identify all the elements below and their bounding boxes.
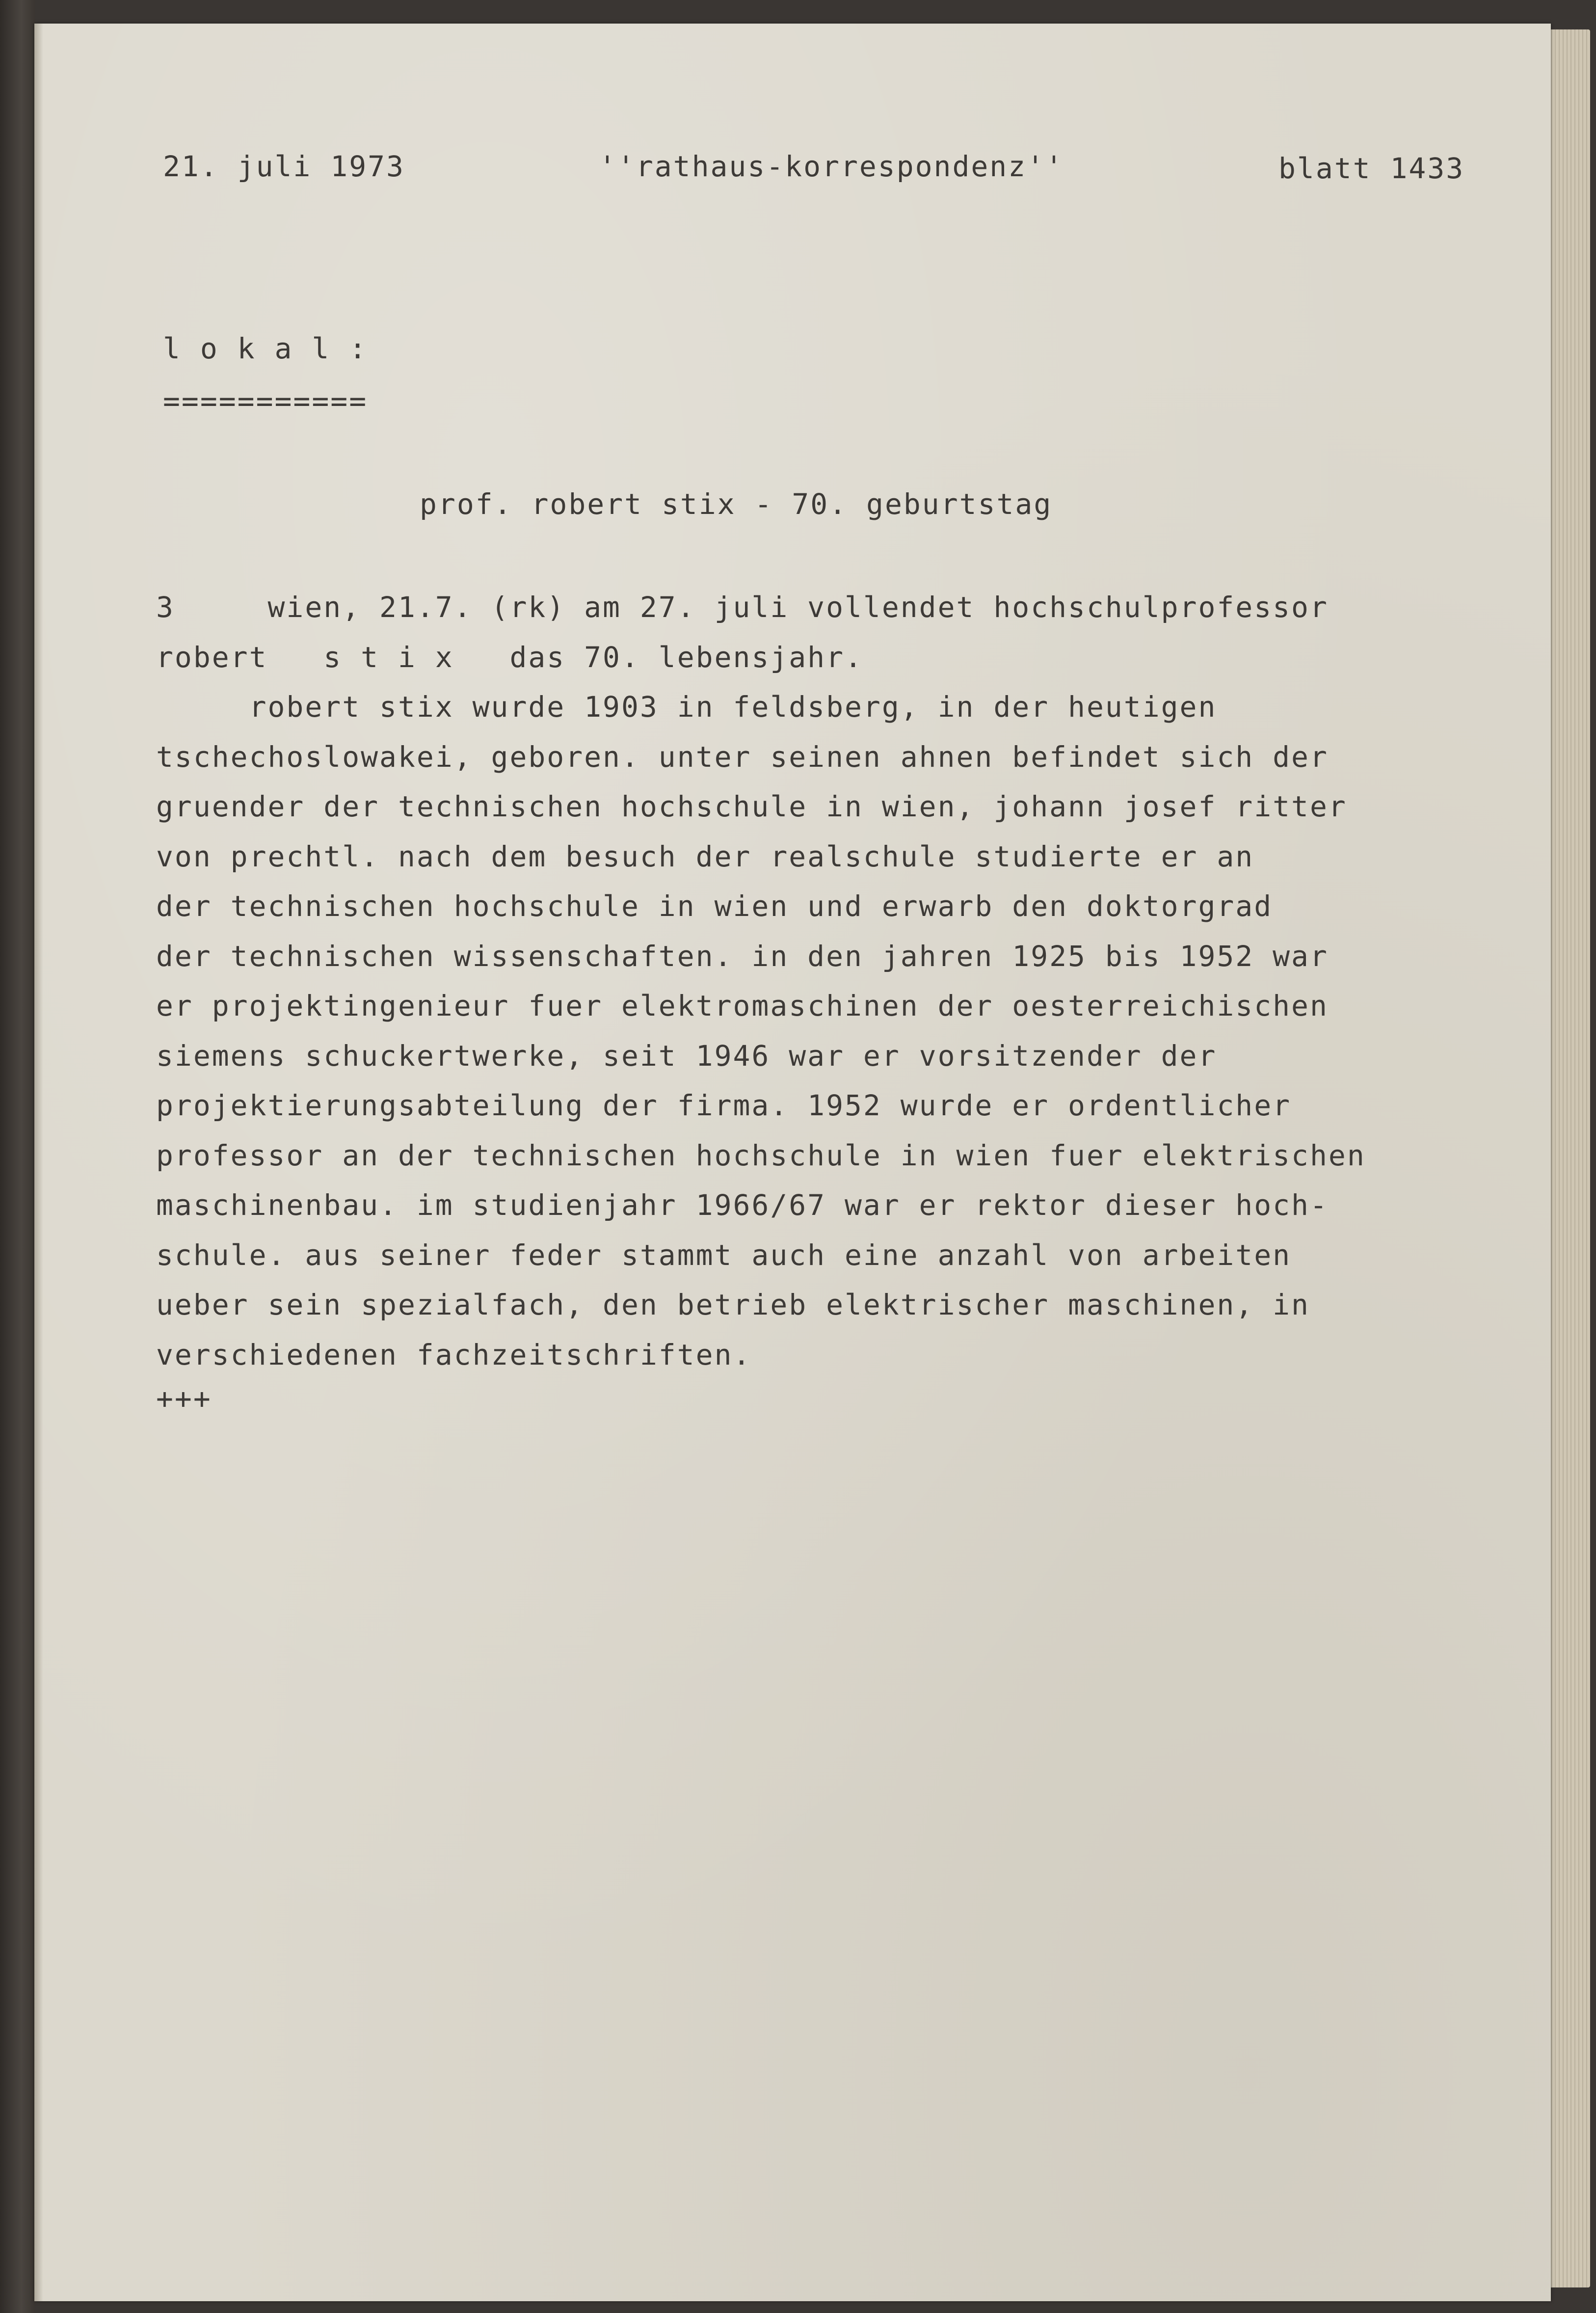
body-line: gruender der technischen hochschule in wien, johann josef ritter bbox=[156, 790, 1347, 823]
body-line: er projektingenieur fuer elektromaschinen der oesterreichischen bbox=[156, 989, 1329, 1022]
body-line: robert stix wurde 1903 in feldsberg, in der heutigen bbox=[156, 690, 1217, 724]
header-publication: ''rathaus-korrespondenz'' bbox=[599, 150, 1064, 183]
body-line: ueber sein spezialfach, den betrieb elektrischer maschinen, in bbox=[156, 1288, 1310, 1321]
document-page bbox=[34, 24, 1551, 2301]
body-line: verschiedenen fachzeitschriften. bbox=[156, 1338, 752, 1372]
body-line: professor an der technischen hochschule in wien fuer elektrischen bbox=[156, 1138, 1366, 1172]
article-title: prof. robert stix - 70. geburtstag bbox=[420, 487, 1053, 521]
section-title: l o k a l : bbox=[163, 332, 368, 365]
header-sheet-number: blatt 1433 bbox=[1278, 152, 1465, 185]
binder-edge bbox=[0, 0, 35, 2313]
body-line: der technischen wissenschaften. in den jahren 1925 bis 1952 war bbox=[156, 939, 1329, 973]
body-line: schule. aus seiner feder stammt auch eine anzahl von arbeiten bbox=[156, 1238, 1292, 1272]
body-line: maschinenbau. im studienjahr 1966/67 war er rektor dieser hoch- bbox=[156, 1188, 1329, 1222]
body-line: 3 wien, 21.7. (rk) am 27. juli vollendet hochschulprofessor bbox=[156, 591, 1329, 624]
body-line: robert s t i x das 70. lebensjahr. bbox=[156, 640, 863, 674]
body-line: der technischen hochschule in wien und erwarb den doktorgrad bbox=[156, 889, 1273, 923]
end-mark: +++ bbox=[156, 1382, 212, 1415]
body-line: von prechtl. nach dem besuch der realschule studierte er an bbox=[156, 839, 1254, 873]
header-date: 21. juli 1973 bbox=[163, 150, 405, 183]
body-line: siemens schuckertwerke, seit 1946 war er vorsitzender der bbox=[156, 1039, 1217, 1073]
section-underline: =========== bbox=[163, 384, 368, 418]
body-line: tschechoslowakei, geboren. unter seinen ahnen befindet sich der bbox=[156, 740, 1329, 774]
article-body bbox=[156, 593, 1366, 1390]
body-line: projektierungsabteilung der firma. 1952 wurde er ordentlicher bbox=[156, 1089, 1292, 1122]
